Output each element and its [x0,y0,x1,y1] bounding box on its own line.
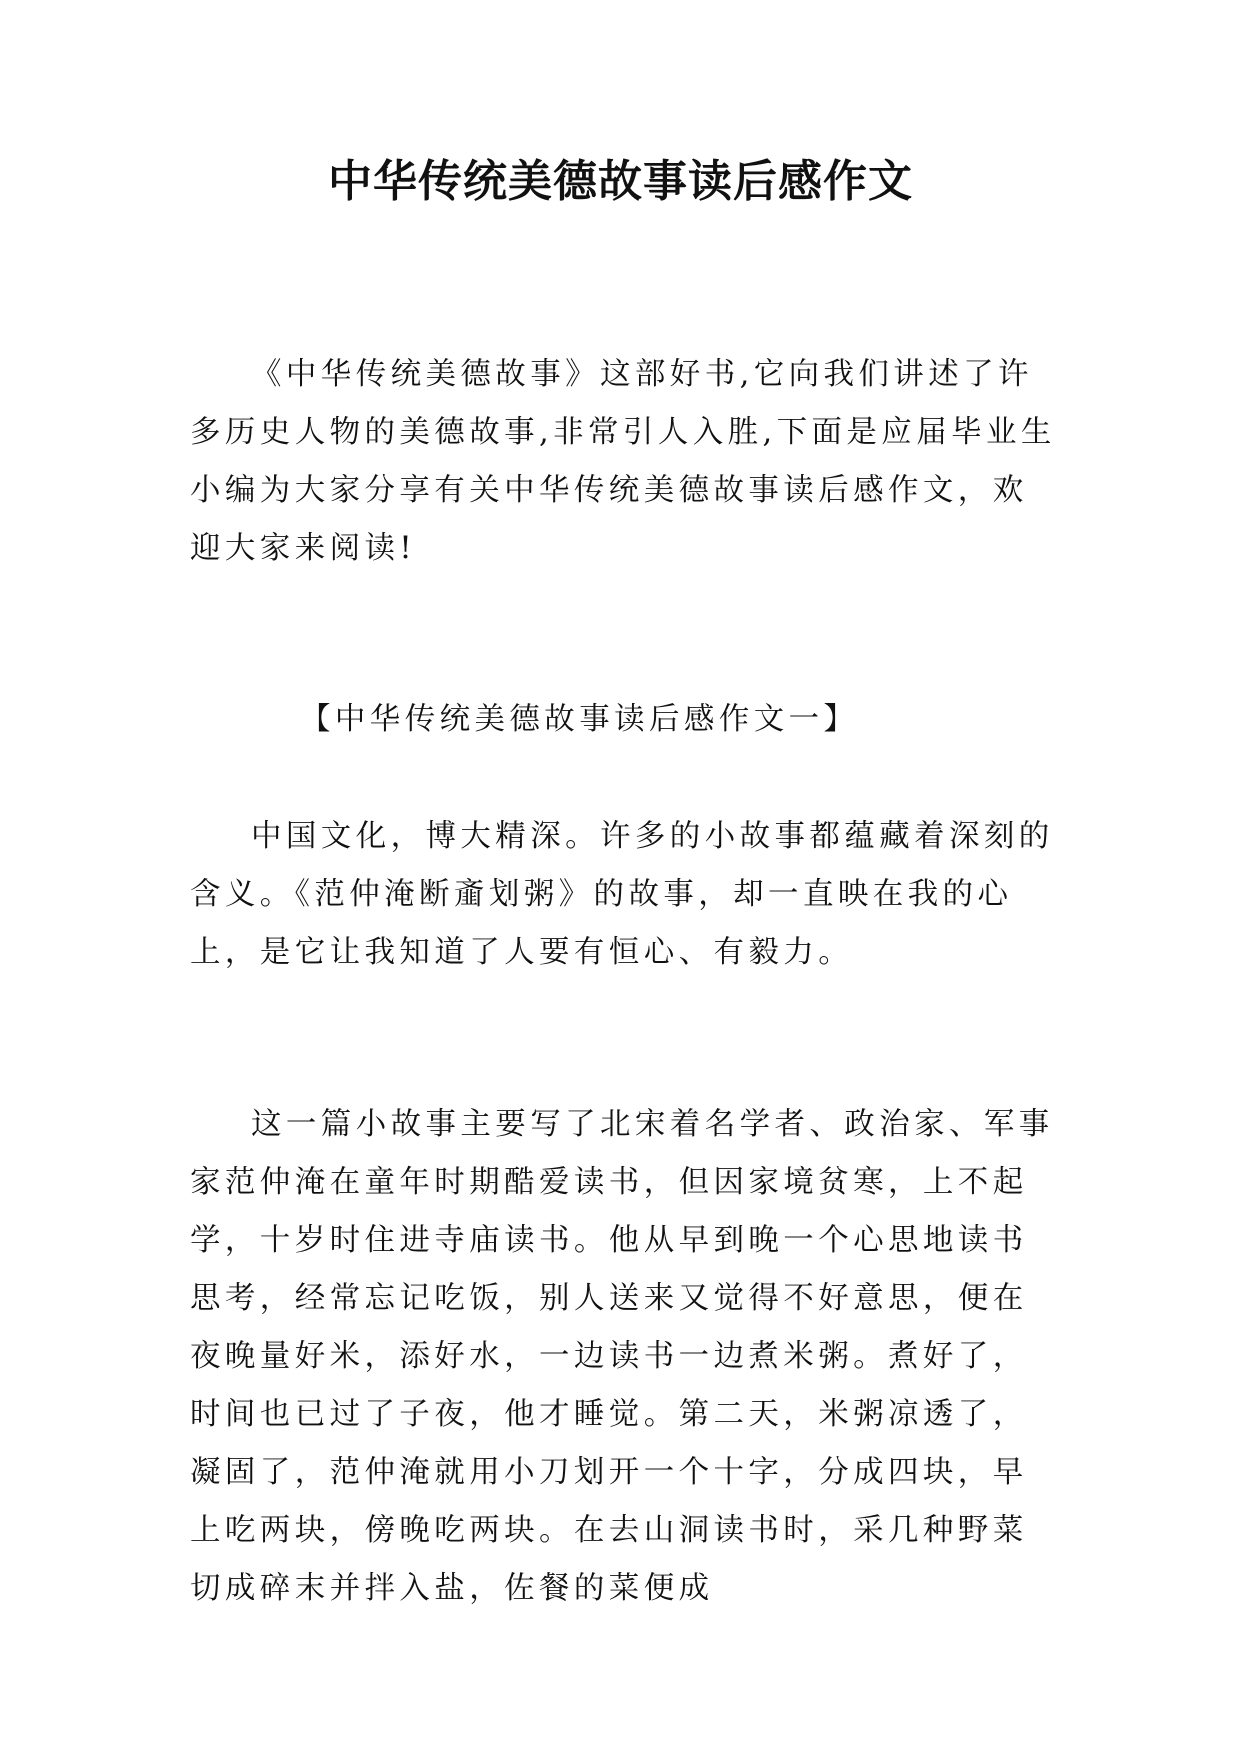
intro-paragraph: 《中华传统美德故事》这部好书,它向我们讲述了许多历史人物的美德故事,非常引人入胜,下面是应届毕业生小编为大家分享有关中华传统美德故事读后感作文，欢迎大家来阅读! [190,357,1056,566]
body-paragraph-1: 中国文化，博大精深。许多的小故事都蕴藏着深刻的含义。《范仲淹断齑划粥》的故事，却一直映在我的心上，是它让我知道了人要有恒心、有毅力。 [190,819,1054,970]
section-heading: 【中华传统美德故事读后感作文一】 [300,702,859,737]
body-paragraph-2: 这一篇小故事主要写了北宋着名学者、政治家、军事家范仲淹在童年时期酷爱读书，但因家境贫寒，上不起学，十岁时住进寺庙读书。他从早到晚一个心思地读书思考，经常忘记吃饭，别人送来又觉得不好意思，便在夜晚量好米，添好水，一边读书一边煮米粥。煮好了，时间也已过了子夜，他才睡觉。第二天，米粥凉透了，凝固了，范仲淹就用小刀划开一个十字，分成四块，早上吃两块，傍晚吃两块。在去山洞读书时，采几种野菜切成碎末并拌入盐，佐餐的菜便成 [190,1107,1054,1606]
page-title: 中华传统美德故事读后感作文 [328,156,913,207]
